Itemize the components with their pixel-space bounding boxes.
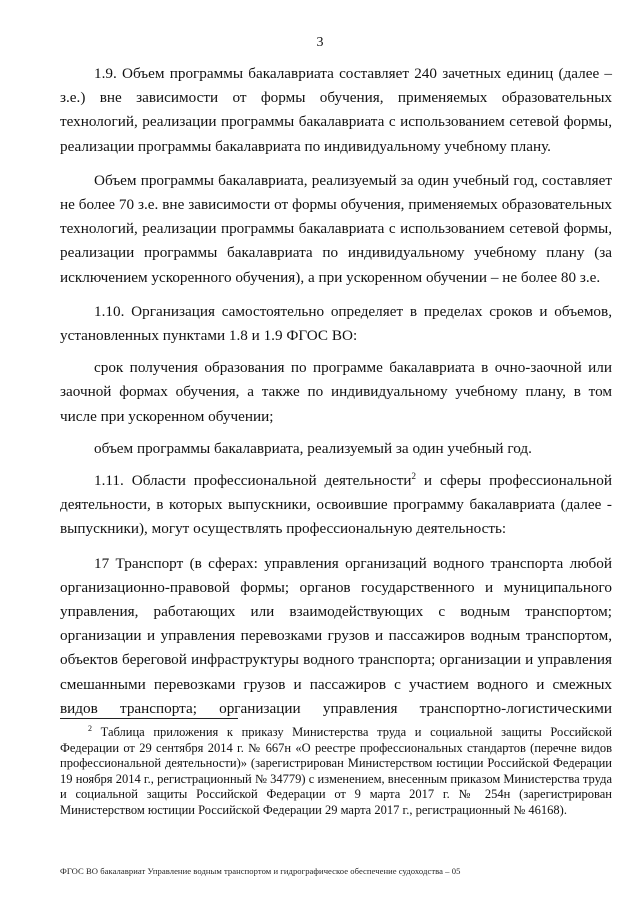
document-body (60, 62, 612, 731)
page-footer: ФГОС ВО бакалавриат Управление водным транспортом и гидрографическое обеспечение судоходства – 05 (60, 866, 461, 876)
paragraph-1-11 (60, 469, 612, 542)
footnote-mark: 2 (88, 723, 92, 733)
footnote (60, 725, 612, 819)
paragraph-volume-per-year: Объем программы бакалавриата, реализуемый за один учебный год, составляет не более 70 з.е. вне зависимости от формы обучения, применяемых образовательных технологий, реализации программы бакалавриата с использованием сетевой формы, реализации программы бакалавриата по индивидуальному учебному плану (за исключением ускоренного обучения), а при ускоренном обучении – не более 80 з.е. (60, 171, 612, 286)
paragraph-1-11-end: и сферы профессиональной деятельности, в которых выпускники, освоившие программу бакалавриата (далее - выпускники), могут осуществлять профессиональную деятельность: (60, 472, 612, 538)
paragraph-1-10: 1.10. Организация самостоятельно определяет в пределах сроков и объемов, установленных пунктами 1.8 и 1.9 ФГОС ВО: (60, 302, 612, 345)
paragraph-1-9: 1.9. Объем программы бакалавриата составляет 240 зачетных единиц (далее – з.е.) вне зависимости от формы обучения, применяемых образовательных технологий, реализации программы бакалавриата с использованием сетевой формы, реализации программы бакалавриата по индивидуальному учебному плану. (60, 65, 612, 155)
paragraph-yearly-volume: объем программы бакалавриата, реализуемый за один учебный год. (94, 439, 532, 457)
footnote-separator (60, 718, 238, 719)
footnote-text: Таблица приложения к приказу Министерства труда и социальной защиты Российской Федерации от 29 сентября 2014 г. № 667н «О реестре профессиональных стандартов (перечне видов профессиональной деятельности)» (зарегистрирован Министерством юстиции Российской Федерации 19 ноября 2014 г., регистрационный № 34779) с изменением, внесенным приказом Министерства труда и социальной защиты Российской Федерации от 9 марта 2017 г. № 254н (зарегистрирован Министерством юстиции Российской Федерации 29 марта 2017 г., регистрационный № 46168). (60, 725, 612, 817)
footnote-reference: 2 (411, 470, 416, 481)
page-number: 3 (316, 35, 324, 50)
paragraph-1-11-start: 1.11. Области профессиональной деятельности (94, 472, 412, 490)
paragraph-study-term: срок получения образования по программе бакалавриата в очно-заочной или заочной формах обучения, а также по индивидуальному учебному плану, в том числе при ускоренном обучении; (60, 359, 612, 425)
paragraph-transport: 17 Транспорт (в сферах: управления организаций водного транспорта любой организационно-правовой формы; органов государственного и муниципального управления, работающих или взаимодействующих с водным транспортом; организации и управления перевозками грузов и пассажиров водным транспортом, объектов береговой инфраструктуры водного транспорта; организации и управления смешанными перевозками грузов и пассажиров с участием водного и смежных видов транспорта; организации управления транспортно-логистическими (60, 554, 612, 717)
